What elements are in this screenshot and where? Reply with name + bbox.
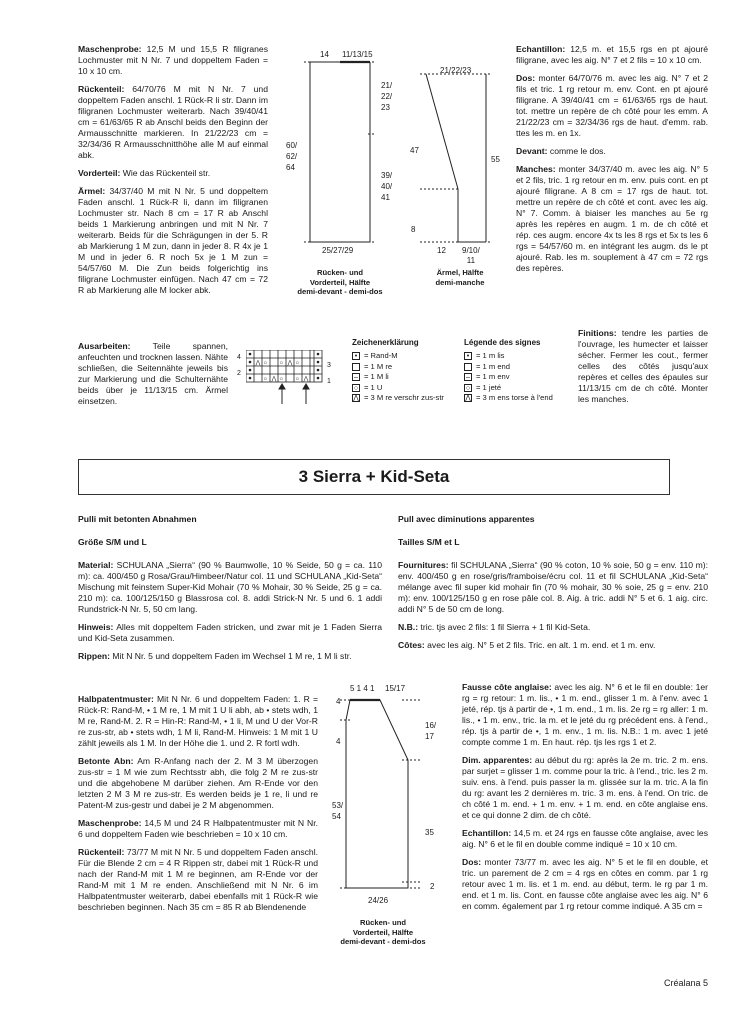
chart-row-left: 4 2 [237,354,241,377]
legend-item: ○ = 1 jeté [465,382,502,392]
svg-text:○: ○ [279,376,284,383]
legend-item: = 1 m end [464,362,553,373]
dim-sleeve-bottom-right: 9/10/ 11 [462,246,480,265]
de-size: Größe S/M und L [78,537,147,547]
chart-row-right: 3 1 [327,362,331,385]
stitch-chart [246,350,326,406]
paragraph: N.B.: tric. tjs avec 2 fils: 1 fil Sierra + 1 fil Kid-Seta. [398,622,591,632]
paragraph: Côtes: avec les aig. N° 5 et 2 fils. Tric. en alt. 1 m. end. et 1 m. env. [398,640,656,650]
dim3-top-left: 5 1 4 1 [350,684,375,693]
page-footer: Créalana 5 [663,978,708,988]
bottom-right-column-full [398,560,708,658]
legend-item: • = 1 m lis [464,351,553,362]
paragraph: Rückenteil: 64/70/76 M mit N Nr. 7 und doppeltem Faden anschl. 1 Rück-R li str. Dann im filigranen Lochmuster weiterarb. Nach 39/40/41 cm = 61/63/65 R ab Anschl beids den Beginn der Armausschnitte markieren. In 21/22/23 cm = 32/34/36 R Armausschnitthöhe alle M auf einmal abk. [78,84,268,160]
svg-text:○: ○ [295,376,300,383]
dim-sleeve-total: 55 [491,155,500,164]
paragraph: Finitions: tendre les parties de l'ouvrage, les humecter et laisser sécher. Fermer les cout., fermer celles des côtés jusqu'aux repères et celles des épaules sur 11/13/15 cm de ch côté. Monter les manches. [578,328,708,404]
diagram2-caption: Ärmel, Hälfte demi-manche [435,268,485,287]
diagram3-caption: Rücken- und Vorderteil, Hälfte demi-devant - demi-dos [340,918,426,946]
bottom-right-column-narrow [462,682,708,919]
paragraph: Material: SCHULANA „Sierra“ (90 % Baumwolle, 10 % Seide, 50 g = ca. 110 m): ca. 400/450 g Rosa/Grau/Himbeer/Natur col. 11 und SCHULANA „Kid-Seta“ Mischung mit feinstem Super-Kid Mohair (70 % Mohair, 30 % Seide, 25 g = ca. 210 m): ca. 100/125/150 g Blassrosa col. 8. addi Strick-N Nr. 5 und 6. 1 addi Rundstrick-N Nr. 5, 50 cm lang. [78,560,382,614]
dim-armhole: 21/ 22/ 23 [381,81,393,112]
bottom-left-column-narrow [78,694,318,920]
svg-text:○: ○ [295,360,300,367]
finishing-de [78,341,228,414]
paragraph: Hinweis: Alles mit doppeltem Faden stricken, und zwar mit je 1 Faden Sierra und Kid-Seta zusammen. [78,622,382,643]
section-banner: 3 Sierra + Kid-Seta [78,459,670,495]
paragraph: Vorderteil: Wie das Rückenteil str. [78,168,211,178]
paragraph: Dim. apparentes: au début du rg: après la 2e m. tric. 2 m. ens. par surjet = glisser 1 m. comme pour la tric. à l'end., tric. les 2 m. suiv. ens. à l'end. puis passer la m. glissée sur la m. tric. A la fin du rg: avant les 2 dernières m. tric. 3 m. ens. à l'end. On tric. de ch côté 1 m. end. + 1 m. env. + 1 m. end. en côte anglaise ens. et ce qui donne 2 dim. de ch côté. [462,755,708,820]
legend-de [352,351,444,404]
paragraph: Dos: monter 73/77 m. avec les aig. N° 5 et le fil en double, et tric. un parement de 2 cm = 4 rgs en côtes en comm. par 1 rg retour avec 1 m. lis. et 1 m. end. au début, term. le rg par 1 m. end. et 1 m. lis. Cont. en fausse côte anglaise avec les aig. N° 6 en comm. également par 1 rg retour comme indiqué. A 35 cm = [462,857,708,911]
dim-body-length: 39/ 40/ 41 [381,171,393,202]
legend-de-title: Zeichenerklärung [352,338,419,347]
dim-width-top: 14 [320,50,329,59]
svg-text:⋀: ⋀ [303,376,309,383]
paragraph: Betonte Abn: Am R-Anfang nach der 2. M 3 M überzogen zus-str = 1 M wie zum Rechtsstr abh, die folg 2 M re zus-str und die abgehobene M darüber ziehen. Am R-Ende vor den letzten 2 M 3 M re zus-str. Es werden beids je 1 re, li und re Patent-M zus-gestr und dabei je 2 M abgenommen. [78,756,318,810]
svg-text:⋀: ⋀ [271,376,277,383]
dim3-body-right: 35 [425,828,434,837]
legend-fr-title: Légende des signes [464,338,541,347]
paragraph: Devant: comme le dos. [516,146,606,156]
svg-text:⋀: ⋀ [255,360,261,367]
paragraph: Ausarbeiten: Teile spannen, anfeuchten und trocknen lassen. Nähte schließen, die Seitennähte jeweils bis zur Markierung und die Schulternähte beids über je 11/13/15 cm. Ärmel einsetzen. [78,341,228,406]
svg-text:○: ○ [263,360,268,367]
fr-size: Tailles S/M et L [398,537,460,547]
body-schematic-2 [330,680,438,916]
legend-item: – = 1 m env [464,372,553,383]
bottom-left-column-full [78,560,382,669]
top-left-column [78,44,268,303]
legend-item: ○ = 1 U [353,382,383,392]
legend-item: – = 1 M li [352,372,444,383]
paragraph: Manches: monter 34/37/40 m. avec les aig. N° 5 et 2 fils, tric. 1 rg retour en m. env. puis cont. en pt ajouré filigrane. A 8 cm = 17 rgs de haut. tot. mettre un repère de ch côté et cont. avec les aig. N° 7. Comm. à biaiser les manches au 5e rg après les repères en augm. 1 m. de ch côté et rép. ces augm. encore 4x ts les 8 rgs et 5x ts les 6 rgs = 54/57/60 m. en intégrant les augm. ds le pt ajouré. Rab. les m. souplement à 47 cm = 72 rgs des repères. [516,164,708,273]
dim-total-height: 60/ 62/ 64 [286,141,298,172]
legend-item: • = Rand-M [352,351,444,362]
dim3-mid-left: 4 [336,737,341,746]
paragraph: Ärmel: 34/37/40 M mit N Nr. 5 und doppeltem Faden anschl. 1 Rück-R li, dann im filigranen Lochmuster str. Nach 8 cm = 17 R ab Anschl beids 1 Markierung anbringen und mit N Nr. 7 weiterarb. Beids für die Schrägungen in der 5. R ab Markierung 1 M zun, dann in jeder 8. R 4x je 1 M und in jeder 6. R noch 5x je 1 M zun = 54/57/60 M. Die Zun beids folgerichtig ins filigrane Lochmuster einfügen. Nach 47 cm = 72 R ab Markierung alle M locker abk. [78,186,268,295]
paragraph: Rückenteil: 73/77 M mit N Nr. 5 und doppeltem Faden anschl. Für die Blende 2 cm = 4 R Rippen str, dabei mit 1 Rück-R und nach der Rand-M mit 1 M re beginnen, am R-Ende vor der Rand-M mit 1 M re enden. Anschließend mit N Nr. 6 im Halbpatentmuster weiterarb, dabei ebenfalls mit 1 Rück-R wie beschrieben beginnen. Nach 35 cm = 85 R ab Blendenende [78,847,318,912]
dim-width-bottom: 25/27/29 [322,246,354,255]
paragraph: Echantillon: 14,5 m. et 24 rgs en fausse côte anglaise, avec les aig. N° 6 et le fil en double comme indiqué = 10 x 10 cm. [462,828,708,849]
dim-shoulder: 11/13/15 [342,50,373,59]
legend-item: = 1 M re [352,362,444,373]
finishing-fr [578,328,708,412]
paragraph: Maschenprobe: 14,5 M und 24 R Halbpatentmuster mit N Nr. 6 und doppeltem Faden wie beschrieben = 10 x 10 cm. [78,818,318,839]
de-title: Pulli mit betonten Abnahmen [78,514,197,524]
dim3-left-small: 4 [336,697,341,706]
body-schematic-1 [280,44,398,272]
paragraph: Fausse côte anglaise: avec les aig. N° 6 et le fil en double: 1er rg = rg retour: 1 m. lis., • 1 m. end., glisser 1 m. à l'env. avec 1 jeté, rép. tjs à partir de •, 1 m. end., 1 m. lis. 2e rg = rg aller: 1 m. lis., • 1 m. env., tric. la m. et le jeté du rg précédent ens. à l'end., rép. tjs à partir de •, 1 m. env., 1 m. lis. N.B.: 1 m. avec 1 jeté compte comme 1 m. En haut. rép. tjs les rgs 1 et 2. [462,682,708,747]
svg-text:○: ○ [263,376,268,383]
legend-item: ⋀ = 3 M re verschr zus-str [353,393,444,403]
dim-sleeve-bottom-left: 12 [437,246,446,255]
dim3-bottom-right: 2 [430,882,435,891]
fr-title: Pull avec diminutions apparentes [398,514,535,524]
legend-fr [464,351,553,404]
paragraph: Fournitures: fil SCHULANA „Sierra“ (90 % coton, 10 % soie, 50 g = env. 110 m): env. 400/450 g en rose/gris/framboise/écru col. 11 et fil SCHULANA „Kid-Seta“ mélange avec fil super kid mohair fin (70 % mohair, 30 % soie, 25 g = env. 210 m): env. 100/125/150 g en rose pâle col. 8. Aig. à tric. addi N° 5 et 6. 1 aig. circ. addi N° 5 de 50 cm de long. [398,560,708,614]
dim-sleeve-top: 21/22/23 [440,66,472,75]
dim3-right-small: 16/ 17 [425,721,437,741]
dim-sleeve-cuff: 8 [411,225,416,234]
paragraph: Rippen: Mit N Nr. 5 und doppeltem Faden im Wechsel 1 M re, 1 M li str. [78,651,352,661]
paragraph: Echantillon: 12,5 m. et 15,5 rgs en pt ajouré filigrane, avec les aig. N° 7 et 2 fils = 10 x 10 cm. [516,44,708,65]
svg-text:○: ○ [279,360,284,367]
paragraph: Maschenprobe: 12,5 M und 15,5 R filigranes Lochmuster mit N Nr. 7 und doppeltem Faden = 10 x 10 cm. [78,44,268,76]
legend-item: ⋀ = 3 m ens torse à l'end [465,393,553,403]
paragraph: Dos: monter 64/70/76 m. avec les aig. N° 7 et 2 fils et tric. 1 rg retour m. env. Cont. en pt ajouré filigrane. A 39/40/41 cm = 61/63/65 rgs de haut. tot. mettre un repère de ch côté pour les emm. A 21/22/23 cm = 32/34/36 rgs de haut. d'emm. rab. ttes les m. en 1x. [516,73,708,138]
svg-text:⋀: ⋀ [287,360,293,367]
dim-sleeve-height: 47 [410,146,419,155]
dim3-body: 53/ 54 [332,801,344,821]
diagram1-caption: Rücken- und Vorderteil, Hälfte demi-devant - demi-dos [297,268,383,296]
dim3-width-bottom: 24/26 [368,896,389,905]
dim3-top-right: 15/17 [385,684,406,693]
paragraph: Halbpatentmuster: Mit N Nr. 6 und doppeltem Faden: 1. R = Rück-R: Rand-M, • 1 M re, 1 M mit 1 U li abh, ab • stets wdh, 1 M re, Rand-M. 2. R = Hin-R: Rand-M, • 1 li, M und U der Vor-R re zus-str, ab • stets wdh, 1 M li, Rand-M. Hinweis: 1 M mit 1 U zählt jeweils als 1 M. In der Höhe die 1. und 2. R fortl wdh. [78,694,318,748]
top-right-column [516,44,708,281]
